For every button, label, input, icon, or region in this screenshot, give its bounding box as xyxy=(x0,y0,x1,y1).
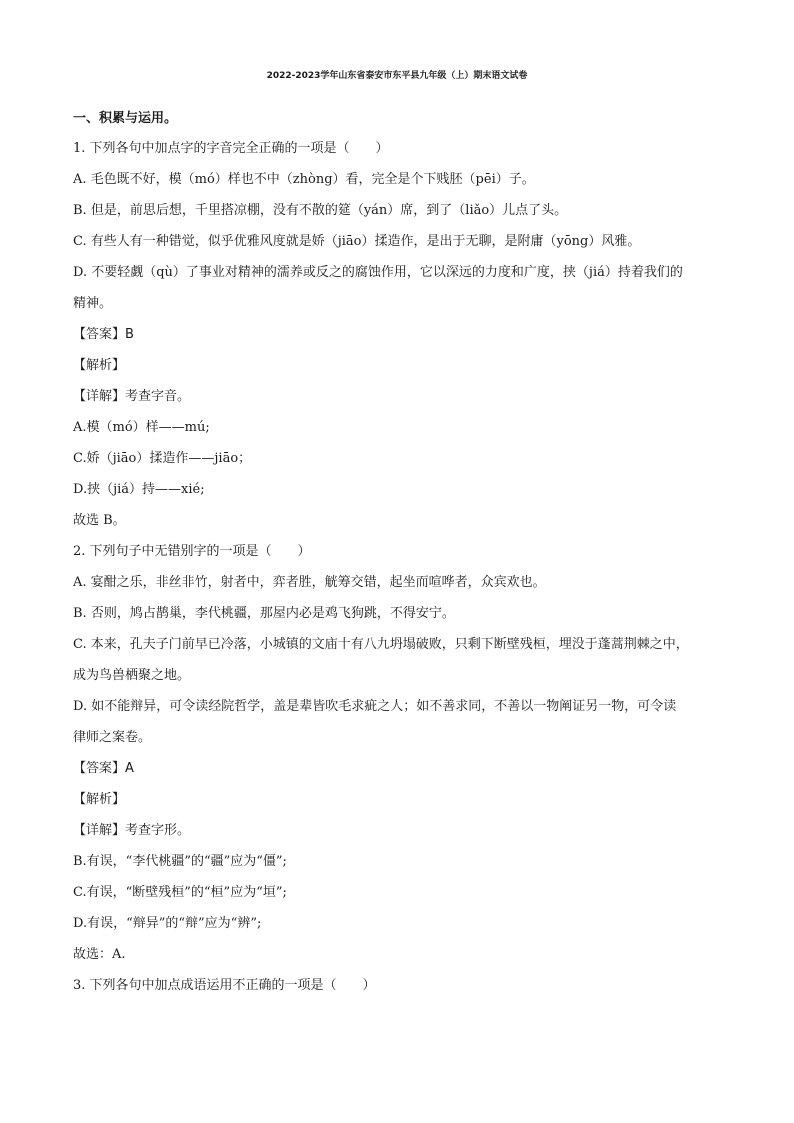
q2-detail-b: B.有误，“李代桃疆”的“疆”应为“僵”; xyxy=(73,854,287,869)
section-heading: 一、积累与运用。 xyxy=(73,111,178,126)
q2-answer: 【答案】A xyxy=(73,761,134,776)
q1-detail-d: D.挟（jiá）持——xié; xyxy=(73,482,205,497)
q1-detail-a: A.模（mó）样——mú; xyxy=(73,420,210,435)
q2-detail-d: D.有误，“辩异”的“辩”应为“辨”; xyxy=(73,916,262,931)
q2-option-d: D. 如不能辩异，可令读经院哲学，盖是辈皆吹毛求疵之人；如不善求同，不善以一物阐证另一物，可令读 xyxy=(73,699,677,714)
q1-analysis-label: 【解析】 xyxy=(73,358,126,373)
q1-option-d-continued: 精神。 xyxy=(73,296,113,311)
q1-option-c: C. 有些人有一种错觉，似乎优雅风度就是娇（jiāo）揉造作，是出于无聊，是附庸（yōng）风雅。 xyxy=(73,234,641,249)
q2-option-b: B. 否则，鸠占鹊巢，李代桃疆，那屋内必是鸡飞狗跳，不得安宁。 xyxy=(73,606,455,621)
q2-conclusion: 故选：A. xyxy=(73,947,126,962)
q1-option-b: B. 但是，前思后想，千里搭凉棚，没有不散的筵（yán）席，到了（liǎo）儿点了头。 xyxy=(73,203,568,218)
exam-title: 2022-2023学年山东省泰安市东平县九年级（上）期末语文试卷 xyxy=(266,71,528,81)
q2-detail-c: C.有误，“断壁残桓”的“桓”应为“垣”; xyxy=(73,885,287,900)
q1-detail-c: C.娇（jiāo）揉造作——jiāo； xyxy=(73,451,252,466)
q2-option-c-continued: 成为鸟兽栖聚之地。 xyxy=(73,668,191,683)
q1-answer: 【答案】B xyxy=(73,327,134,342)
q2-option-c: C. 本来，孔夫子门前早已冷落，小城镇的文庙十有八九坍塌破败，只剩下断壁残桓，埋没于蓬蒿荆棘之中， xyxy=(73,637,689,652)
q2-detail: 【详解】考查字形。 xyxy=(73,823,191,838)
q3-stem: 3. 下列各句中加点成语运用不正确的一项是（ ） xyxy=(73,978,376,993)
q1-stem: 1. 下列各句中加点字的字音完全正确的一项是（ ） xyxy=(73,141,389,156)
q1-option-a: A. 毛色既不好，模（mó）样也不中（zhòng）看，完全是个下贱胚（pēi）子。 xyxy=(73,172,535,187)
q1-conclusion: 故选 B。 xyxy=(73,513,126,528)
q2-analysis-label: 【解析】 xyxy=(73,792,126,807)
q2-option-d-continued: 律师之案卷。 xyxy=(73,730,152,745)
q2-stem: 2. 下列句子中无错别字的一项是（ ） xyxy=(73,544,311,559)
q1-detail: 【详解】考查字音。 xyxy=(73,389,191,404)
q2-option-a: A. 宴酣之乐，非丝非竹，射者中，弈者胜，觥筹交错，起坐而喧哗者，众宾欢也。 xyxy=(73,575,546,590)
q1-option-d: D. 不要轻觑（qù）了事业对精神的濡养或反之的腐蚀作用，它以深远的力度和广度，挟（jiá）持着我们的 xyxy=(73,265,683,280)
